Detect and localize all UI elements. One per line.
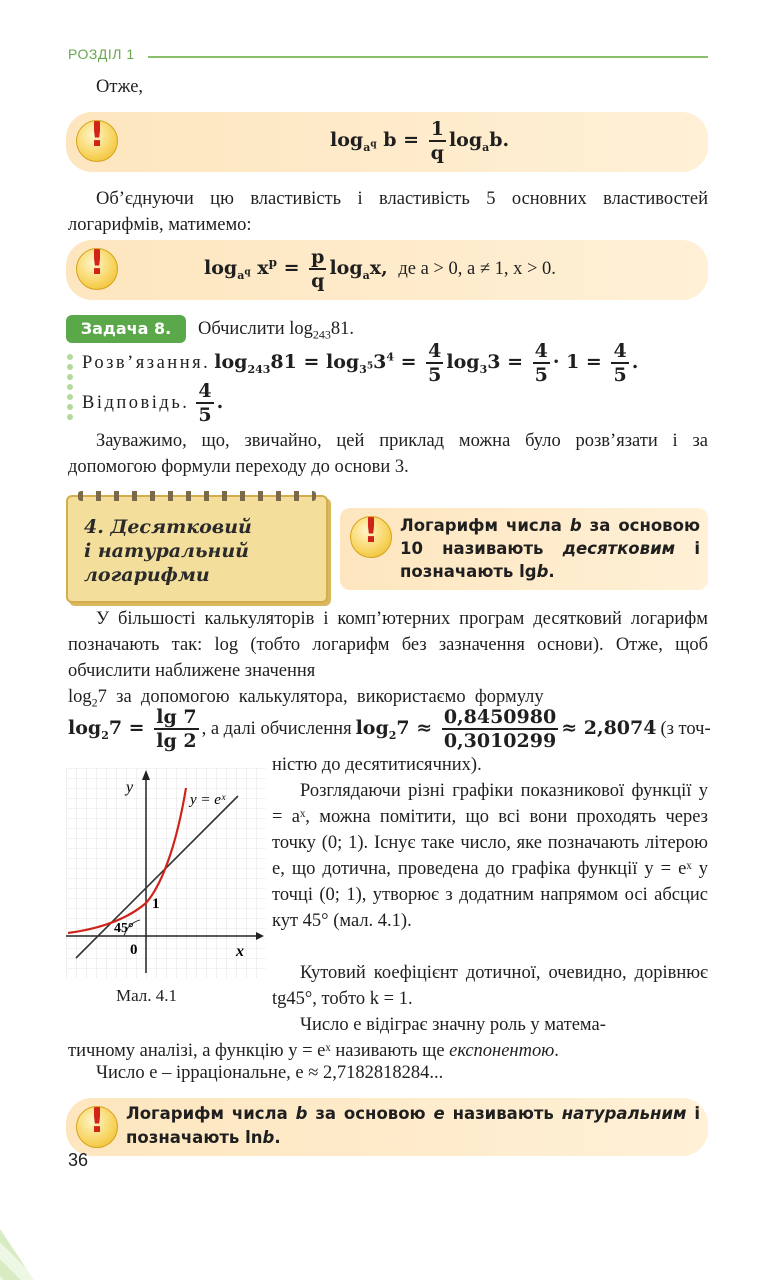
x-label: x — [236, 943, 244, 960]
rule-box-2 — [66, 240, 708, 300]
angle-label: 45° — [114, 921, 134, 936]
paragraph-number-e-end: тичному аналізі, а функцію y = eˣ називають ще експонентою. — [68, 1041, 559, 1061]
definition-natural-box — [66, 1098, 708, 1156]
page-number: 36 — [68, 1150, 89, 1170]
graph-caption: Мал. 4.1 — [116, 986, 178, 1005]
solution-marker — [67, 354, 73, 424]
paragraph-calculator-line4: $\log_27$ за допомогою калькулятора, використаємо формулу — [68, 687, 544, 710]
rule-1-formula: $\log_{a^q} b$ = $\frac{1}{q}$ $\log_ab$. — [330, 118, 510, 164]
y-label: y — [126, 779, 134, 796]
paragraph-exponential: Розглядаючи різні графіки показникової функції y = aˣ, можна помітити, що всі вони проходять через точку (0; 1). Існує таке число, яке позначають літерою e, що дотична, проведена до графіка функції y = eˣ у точці (0; 1), утворює з додатним напрямом осі абсцис кут 45° (мал. 4.1). — [272, 781, 708, 931]
spiral-rings — [78, 491, 316, 501]
curve-label: y = eˣ — [190, 792, 226, 808]
paragraph-precision: ністю до десятитисячних). — [272, 755, 482, 775]
paragraph-slope: Кутовий коефіцієнт дотичної, очевидно, дорівнює tg45°, тобто k = 1. — [272, 963, 708, 1009]
section-label: РОЗДІЛ 1 — [68, 46, 135, 62]
paragraph-number-e-start: Число e відіграє значну роль у матема- — [300, 1015, 606, 1035]
paragraph-remark: Зауважимо, що, звичайно, цей приклад можна було розв’язати і за допомогою формули переходу до основи 3. — [68, 431, 708, 477]
paragraph-irrational: Число e – ірраціональне, e ≈ 2,7182818284... — [96, 1063, 444, 1083]
rule-2-formula: $\log_{a^q} x^p$ = $\frac{p}{q}$ $\log_ax$, де a > 0, a ≠ 1, x > 0. — [204, 246, 556, 292]
paragraph-properties: Об’єднуючи цю властивість і властивість 5 основних властивостей логарифмів, матимемо: — [68, 189, 708, 235]
tick-one: 1 — [152, 896, 160, 912]
section-4-title: 4. Десятковий і натуральний логарифми — [84, 516, 252, 586]
definition-decimal-text: Логарифм числа b за основою 10 називають десятковим і позначають lgb. — [400, 516, 700, 581]
exclamation-icon: ! — [76, 120, 118, 162]
exclamation-icon: ! — [76, 1106, 118, 1148]
calculation-line: $\log_27$ = $\frac{\lg 7}{\lg 2}$ , а далі обчислення $\log_27$ ≈ $\frac{0,8450980}{0,3010299}$ ≈ 2,8074 (з точ- — [68, 706, 711, 752]
answer-line: Відповідь. $\frac{4}{5}$ . — [82, 380, 224, 426]
header-rule — [148, 56, 708, 58]
rule-box-1 — [66, 112, 708, 172]
definition-natural-text: Логарифм числа b за основою e називають натуральним і позначають lnb. — [126, 1104, 701, 1147]
exclamation-icon: ! — [350, 516, 392, 558]
paragraph-calculator: У більшості калькуляторів і комп’ютерних програм десятковий логарифм позначають так: log (тобто логарифм без зазначення основи). Отже, щоб обчислити наближене значення — [68, 609, 708, 681]
definition-decimal-box — [340, 508, 708, 590]
section-4-card — [66, 495, 328, 603]
origin-label: 0 — [130, 942, 138, 958]
task-badge: Задача 8. — [66, 315, 186, 343]
exclamation-icon: ! — [76, 248, 118, 290]
exponential-graph — [66, 768, 266, 978]
task-statement: Обчислити $\log_{243}81$. — [198, 319, 354, 342]
intro-word: Отже, — [96, 77, 144, 97]
solution-line: Розв’язання. $\log_{243}81 = \log_{3^5}3^4$ = $\frac{4}{5}$ $\log_33$ = $\frac{4}{5}$ · 1 = $\frac{4}{5}$ . — [82, 340, 639, 386]
